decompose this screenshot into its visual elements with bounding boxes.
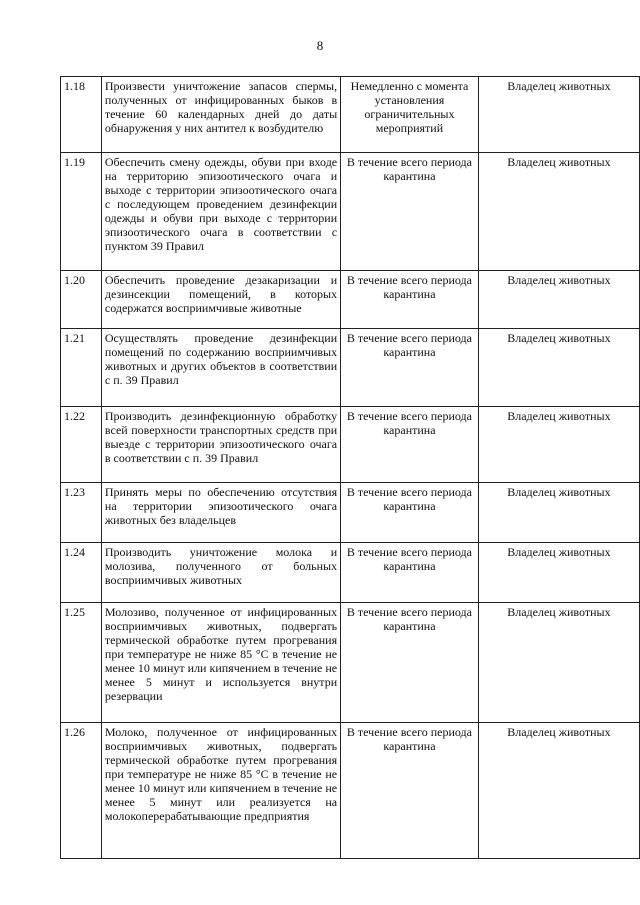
row-action: Производить дезинфекционную обработку всей поверхности транспортных средств при выезде с территории эпизоотического очага в соответствии с п. 39 Правил xyxy=(101,407,340,483)
row-owner: Владелец животных xyxy=(478,271,639,329)
table-row xyxy=(61,483,640,543)
row-term: В течение всего периода карантина xyxy=(341,483,479,543)
table-row xyxy=(61,77,640,153)
row-term: В течение всего периода карантина xyxy=(341,329,479,407)
row-action: Произвести уничтожение запасов спермы, полученных от инфицированных быков в течение 60 календарных дней до даты обнаружения у них антител к возбудителю xyxy=(101,77,340,153)
row-term: В течение всего периода карантина xyxy=(341,271,479,329)
row-owner: Владелец животных xyxy=(478,153,639,271)
row-action: Производить уничтожение молока и молозива, полученного от больных восприимчивых животных xyxy=(101,543,340,603)
row-term: В течение всего периода карантина xyxy=(341,723,479,859)
row-owner: Владелец животных xyxy=(478,77,639,153)
row-owner: Владелец животных xyxy=(478,483,639,543)
row-term: Немедленно с момента установления ограничительных мероприятий xyxy=(341,77,479,153)
row-term: В течение всего периода карантина xyxy=(341,543,479,603)
row-number: 1.25 xyxy=(61,603,102,723)
row-action: Обеспечить смену одежды, обуви при входе на территорию эпизоотического очага и выходе с территории эпизоотического очага с последующем проведением дезинфекции одежды и обуви при выходе с территории эпизоотического очага в соответствии с пунктом 39 Правил xyxy=(101,153,340,271)
row-term: В течение всего периода карантина xyxy=(341,603,479,723)
row-owner: Владелец животных xyxy=(478,723,639,859)
row-number: 1.23 xyxy=(61,483,102,543)
table-row xyxy=(61,271,640,329)
table-row xyxy=(61,407,640,483)
row-action: Молоко, полученное от инфицированных восприимчивых животных, подвергать термической обработке путем прогревания при температуре не ниже 85 °С в течение не менее 10 минут или кипячением в течение не менее 5 минут или реализуется на молокоперерабатывающие предприятия xyxy=(101,723,340,859)
row-number: 1.19 xyxy=(61,153,102,271)
row-number: 1.26 xyxy=(61,723,102,859)
page-number: 8 xyxy=(316,38,324,53)
row-number: 1.24 xyxy=(61,543,102,603)
measures-table-body xyxy=(61,77,640,859)
row-owner: Владелец животных xyxy=(478,329,639,407)
row-action: Принять меры по обеспечению отсутствия на территории эпизоотического очага животных без владельцев xyxy=(101,483,340,543)
row-term: В течение всего периода карантина xyxy=(341,153,479,271)
row-action: Молозиво, полученное от инфицированных восприимчивых животных, подвергать термической обработке путем прогревания при температуре не ниже 85 °С в течение не менее 10 минут или кипячением в течение не менее 5 минут и используется внутри резервации xyxy=(101,603,340,723)
row-owner: Владелец животных xyxy=(478,603,639,723)
row-owner: Владелец животных xyxy=(478,407,639,483)
table-row xyxy=(61,603,640,723)
row-term: В течение всего периода карантина xyxy=(341,407,479,483)
row-owner: Владелец животных xyxy=(478,543,639,603)
measures-table xyxy=(60,76,640,859)
table-row xyxy=(61,329,640,407)
row-number: 1.21 xyxy=(61,329,102,407)
row-action: Осуществлять проведение дезинфекции помещений по содержанию восприимчивых животных и других объектов в соответствии с п. 39 Правил xyxy=(101,329,340,407)
table-row xyxy=(61,153,640,271)
table-row xyxy=(61,543,640,603)
row-number: 1.22 xyxy=(61,407,102,483)
row-number: 1.18 xyxy=(61,77,102,153)
row-number: 1.20 xyxy=(61,271,102,329)
table-row xyxy=(61,723,640,859)
row-action: Обеспечить проведение дезакаризации и дезинсекции помещений, в которых содержатся восприимчивые животные xyxy=(101,271,340,329)
